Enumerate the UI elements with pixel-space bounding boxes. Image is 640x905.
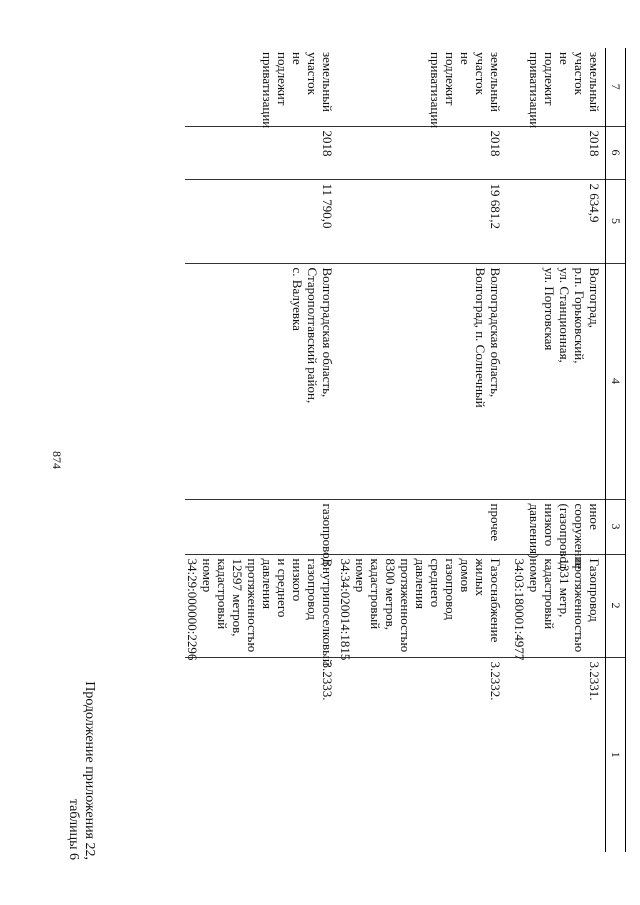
column-number-4: 4 <box>606 263 626 499</box>
cell-address: Волгоград, р.п. Горьковский, ул. Станционная, ул. Портовская <box>506 263 606 499</box>
column-number-7: 7 <box>606 48 626 126</box>
cell-address: Волгоградская область, Волгоград, п. Солнечный <box>338 263 506 499</box>
cell-name: Газопровод протяженностью 1331 метр, кадастровый номер 34:03:180001:4977 <box>506 554 606 657</box>
continuation-line-2: таблицы 6 <box>66 798 81 860</box>
cell-name: Внутрипоселковый газопровод низкого и среднего давления протяженностью 12597 метров, кадастровый номер 34:29:000000:2296 <box>185 554 338 657</box>
cell-address: Волгоградская область, Старополтавский район, с. Валуевка <box>185 263 338 499</box>
table-row <box>185 48 338 852</box>
cell-year: 2018 <box>338 126 506 179</box>
cell-number: 3.2332. <box>338 657 506 852</box>
cell-year: 2018 <box>185 126 338 179</box>
column-number-row <box>606 48 626 852</box>
cell-number: 3.2333. <box>185 657 338 852</box>
cell-note: земельный участок не подлежит приватизации <box>527 52 602 129</box>
cell-type: газопровод <box>185 499 338 554</box>
continuation-line-1: Продолжение приложения 22, <box>82 681 97 860</box>
cell-number: 3.2331. <box>506 657 606 852</box>
registry-table <box>185 48 626 852</box>
continuation-caption <box>65 560 97 860</box>
column-number-2: 2 <box>606 554 626 657</box>
column-number-5: 5 <box>606 179 626 263</box>
column-number-6: 6 <box>606 126 626 179</box>
table-row <box>506 48 606 852</box>
page-number: 874 <box>50 451 64 469</box>
table-row <box>338 48 506 852</box>
cell-value: 2 634,9 <box>506 179 606 263</box>
cell-note: земельный участок не подлежит приватизации <box>428 52 503 129</box>
cell-note: земельный участок не подлежит приватизации <box>260 52 335 129</box>
cell-year: 2018 <box>506 126 606 179</box>
cell-value: 19 681,2 <box>338 179 506 263</box>
cell-type: иное сооружение (газопровод низкого давления) <box>506 499 606 554</box>
column-number-3: 3 <box>606 499 626 554</box>
cell-type: прочее <box>338 499 506 554</box>
cell-name: Газоснабжение жилых домов газопровод среднего давления протяженностью 8300 метров, кадастровый номер 34:34:020014:1815 <box>338 554 506 657</box>
cell-value: 11 790,0 <box>185 179 338 263</box>
column-number-1: 1 <box>606 657 626 852</box>
